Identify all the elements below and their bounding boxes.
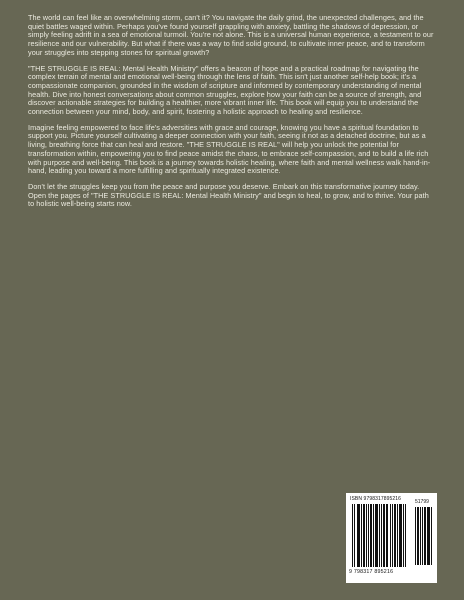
blurb-paragraph: "THE STRUGGLE IS REAL: Mental Health Ministry" offers a beacon of hope and a practical roadmap for navigating the complex terrain of mental and emotional well-being through the lens of faith. This isn't just another self-help book; it's a compassionate companion, grounded in the wisdom of scripture and informed by contemporary understanding of mental health. Dive into honest conversations about common struggles, explore how your faith can be a source of strength, and discover actionable strategies for building a healthier, more vibrant inner life. This book will equip you to understand the connection between your mind, body, and spirit, fostering a holistic approach to healing and resilience. xyxy=(28,63,422,117)
blurb-text xyxy=(28,14,436,216)
blurb-paragraph: Don't let the struggles keep you from the peace and purpose you deserve. Embark on this transformative journey today. Open the pages of "THE STRUGGLE IS REAL: Mental Health Ministry" and begin to heal, to grow, and to thrive. Your path to holistic well-being starts now. xyxy=(28,181,429,209)
barcode-addon-digits: 51799 xyxy=(415,499,429,505)
isbn-barcode xyxy=(346,493,437,583)
barcode-bar xyxy=(406,504,407,567)
blurb-paragraph: The world can feel like an overwhelming storm, can't it? You navigate the daily grind, the unexpected challenges, and the quiet battles waged within. Perhaps you've found yourself grappling with anxiety, battling the shadows of depression, or simply feeling adrift in a sea of emotional turmoil. You're not alone. This is a universal human experience, a testament to our resilience and our vulnerability. But what if there was a way to find solid ground, to cultivate inner peace, and to transform your struggles into stepping stones for spiritual growth? xyxy=(28,13,434,57)
barcode-bars xyxy=(352,504,412,567)
barcode-addon-bars xyxy=(415,507,433,565)
barcode-digits: 9 798317 895216 xyxy=(349,569,394,575)
isbn-label: ISBN 9798317895216 xyxy=(350,496,402,502)
blurb-paragraph: Imagine feeling empowered to face life's adversities with grace and courage, knowing you have a spiritual foundation to support you. Picture yourself cultivating a deeper connection with your faith, seeing it not as a detached doctrine, but as a living, breathing force that can heal and restore. "THE STRUGGLE IS REAL" will help you unlock the potential for transformation within, empowering you to find peace amidst the chaos, to embrace self-compassion, and to build a life rich with purpose and well-being. This book is a journey towards holistic healing, where faith and mental wellness walk hand-in-hand, leading you toward a more fulfilling and spiritually integrated existence. xyxy=(28,122,431,176)
barcode-bar xyxy=(431,507,432,565)
